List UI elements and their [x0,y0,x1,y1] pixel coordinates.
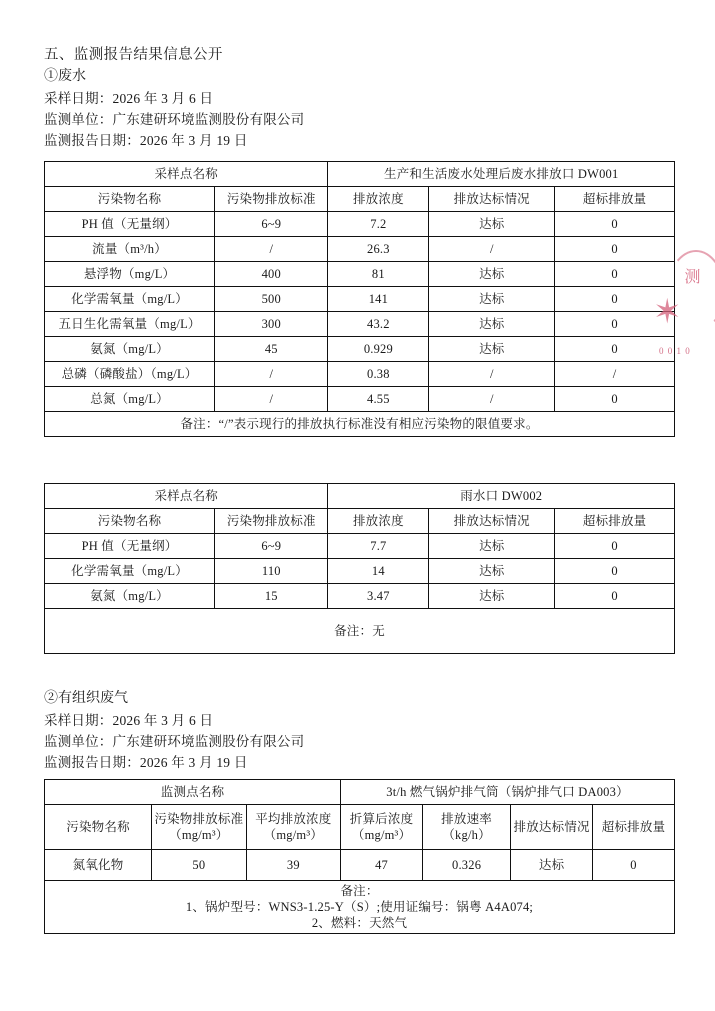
cell-pollutant: PH 值（无量纲） [45,534,215,559]
cell-excess: 0 [555,559,675,584]
table-note: 备注：无 [45,609,675,654]
cell-concentration: 0.929 [328,337,429,362]
cell-standard: 45 [215,337,328,362]
table-row [45,387,675,412]
column-header-standard: 污染物排放标准（mg/m³） [152,805,247,850]
cell-excess: 0 [555,237,675,262]
point-header-label: 监测点名称 [45,780,341,805]
point-header-value: 3t/h 燃气锅炉排气筒（锅炉排气口 DA003） [341,780,675,805]
cell-pollutant: PH 值（无量纲） [45,212,215,237]
column-header-standard: 污染物排放标准 [215,509,328,534]
cell-emission-rate: 0.326 [422,850,510,881]
cell-status: / [429,387,555,412]
cell-standard: / [215,387,328,412]
column-header-avg-concentration: 平均排放浓度（mg/m³） [246,805,341,850]
wastewater-section-label: ①废水 [44,69,86,84]
cell-standard: 50 [152,850,247,881]
note-title: 备注： [340,884,379,898]
cell-excess: 0 [555,337,675,362]
table-row [45,237,675,262]
wastewater-sampling-date: 采样日期：2026 年 3 月 6 日 [44,91,214,106]
cell-pollutant: 氨氮（mg/L） [45,337,215,362]
column-header-excess: 超标排放量 [555,187,675,212]
cell-concentration: 26.3 [328,237,429,262]
column-header-excess: 超标排放量 [555,509,675,534]
column-header-status: 排放达标情况 [429,187,555,212]
cell-pollutant: 化学需氧量（mg/L） [45,287,215,312]
table-row [45,312,675,337]
table-header-row [45,187,675,212]
point-header-label: 采样点名称 [45,162,328,187]
point-header-label: 采样点名称 [45,484,328,509]
table-row [45,780,675,805]
note-item-2: 2、燃料：天然气 [311,916,408,930]
column-header-concentration: 排放浓度 [328,509,429,534]
cell-pollutant: 总氮（mg/L） [45,387,215,412]
cell-standard: / [215,362,328,387]
column-header-excess: 超标排放量 [593,805,675,850]
cell-status: 达标 [429,559,555,584]
cell-standard: / [215,237,328,262]
seal-digits: 0 0 1 0 [659,346,691,356]
cell-pollutant: 化学需氧量（mg/L） [45,559,215,584]
table-header-row [45,509,675,534]
table-row [45,484,675,509]
cell-standard: 400 [215,262,328,287]
cell-excess: 0 [555,312,675,337]
cell-status: / [429,362,555,387]
column-header-pollutant: 污染物名称 [45,509,215,534]
cell-excess: 0 [593,850,675,881]
cell-avg-concentration: 39 [246,850,341,881]
cell-pollutant: 总磷（磷酸盐）（mg/L） [45,362,215,387]
table-row [45,262,675,287]
cell-pollutant: 悬浮物（mg/L） [45,262,215,287]
table-row [45,362,675,387]
table-note: 备注：“/”表示现行的排放执行标准没有相应污染物的限值要求。 [45,412,675,437]
page-title: 五、监测报告结果信息公开 [44,47,223,63]
cell-excess: / [555,362,675,387]
cell-status: 达标 [429,337,555,362]
cell-standard: 110 [215,559,328,584]
cell-status: 达标 [429,534,555,559]
cell-concentration: 81 [328,262,429,287]
table-row [45,212,675,237]
cell-standard: 15 [215,584,328,609]
cell-standard: 6~9 [215,534,328,559]
cell-pollutant: 氮氧化物 [45,850,152,881]
waste-gas-sampling-date: 采样日期：2026 年 3 月 6 日 [44,713,214,728]
cell-status: / [429,237,555,262]
wastewater-monitoring-unit: 监测单位：广东建研环境监测股份有限公司 [44,112,305,127]
cell-concentration: 7.2 [328,212,429,237]
cell-excess: 0 [555,262,675,287]
wastewater-table-dw001 [44,161,675,437]
table-note-row [45,881,675,934]
cell-excess: 0 [555,387,675,412]
table-row [45,534,675,559]
cell-concentration: 0.38 [328,362,429,387]
wastewater-table-dw002 [44,483,675,654]
waste-gas-monitoring-unit: 监测单位：广东建研环境监测股份有限公司 [44,734,305,749]
cell-standard: 500 [215,287,328,312]
table-note [45,881,675,934]
cell-concentration: 3.47 [328,584,429,609]
cell-status: 达标 [429,287,555,312]
point-header-value: 雨水口 DW002 [328,484,675,509]
cell-status: 达标 [511,850,593,881]
cell-concentration: 14 [328,559,429,584]
cell-pollutant: 氨氮（mg/L） [45,584,215,609]
table-row [45,337,675,362]
cell-concentration: 43.2 [328,312,429,337]
column-header-status: 排放达标情况 [429,509,555,534]
point-header-value: 生产和生活废水处理后废水排放口 DW001 [328,162,675,187]
cell-status: 达标 [429,584,555,609]
table-row [45,162,675,187]
column-header-pollutant: 污染物名称 [45,805,152,850]
table-row [45,850,675,881]
table-note-row [45,609,675,654]
cell-excess: 0 [555,287,675,312]
cell-status: 达标 [429,212,555,237]
column-header-concentration: 排放浓度 [328,187,429,212]
waste-gas-report-date: 监测报告日期：2026 年 3 月 19 日 [44,755,248,770]
cell-excess: 0 [555,584,675,609]
column-header-pollutant: 污染物名称 [45,187,215,212]
cell-concentration: 7.7 [328,534,429,559]
waste-gas-section-label: ②有组织废气 [44,691,128,706]
cell-excess: 0 [555,534,675,559]
table-row [45,287,675,312]
column-header-converted-concentration: 折算后浓度（mg/m³） [341,805,423,850]
cell-standard: 6~9 [215,212,328,237]
cell-pollutant: 流量（m³/h） [45,237,215,262]
seal-star-icon: ✶ [653,294,682,331]
cell-status: 达标 [429,312,555,337]
cell-converted-concentration: 47 [341,850,423,881]
column-header-standard: 污染物排放标准 [215,187,328,212]
cell-status: 达标 [429,262,555,287]
table-note-row [45,412,675,437]
wastewater-report-date: 监测报告日期：2026 年 3 月 19 日 [44,133,248,148]
table-header-row [45,805,675,850]
note-item-1: 1、锅炉型号：WNS3-1.25-Y（S）;使用证编号：锅粤 A4A074; [185,900,534,914]
cell-excess: 0 [555,212,675,237]
seal-character: 测 [682,268,699,284]
cell-standard: 300 [215,312,328,337]
waste-gas-table-da003 [44,779,675,934]
cell-pollutant: 五日生化需氧量（mg/L） [45,312,215,337]
table-row [45,584,675,609]
table-row [45,559,675,584]
cell-concentration: 141 [328,287,429,312]
cell-concentration: 4.55 [328,387,429,412]
column-header-emission-rate: 排放速率（kg/h） [422,805,510,850]
column-header-status: 排放达标情况 [511,805,593,850]
